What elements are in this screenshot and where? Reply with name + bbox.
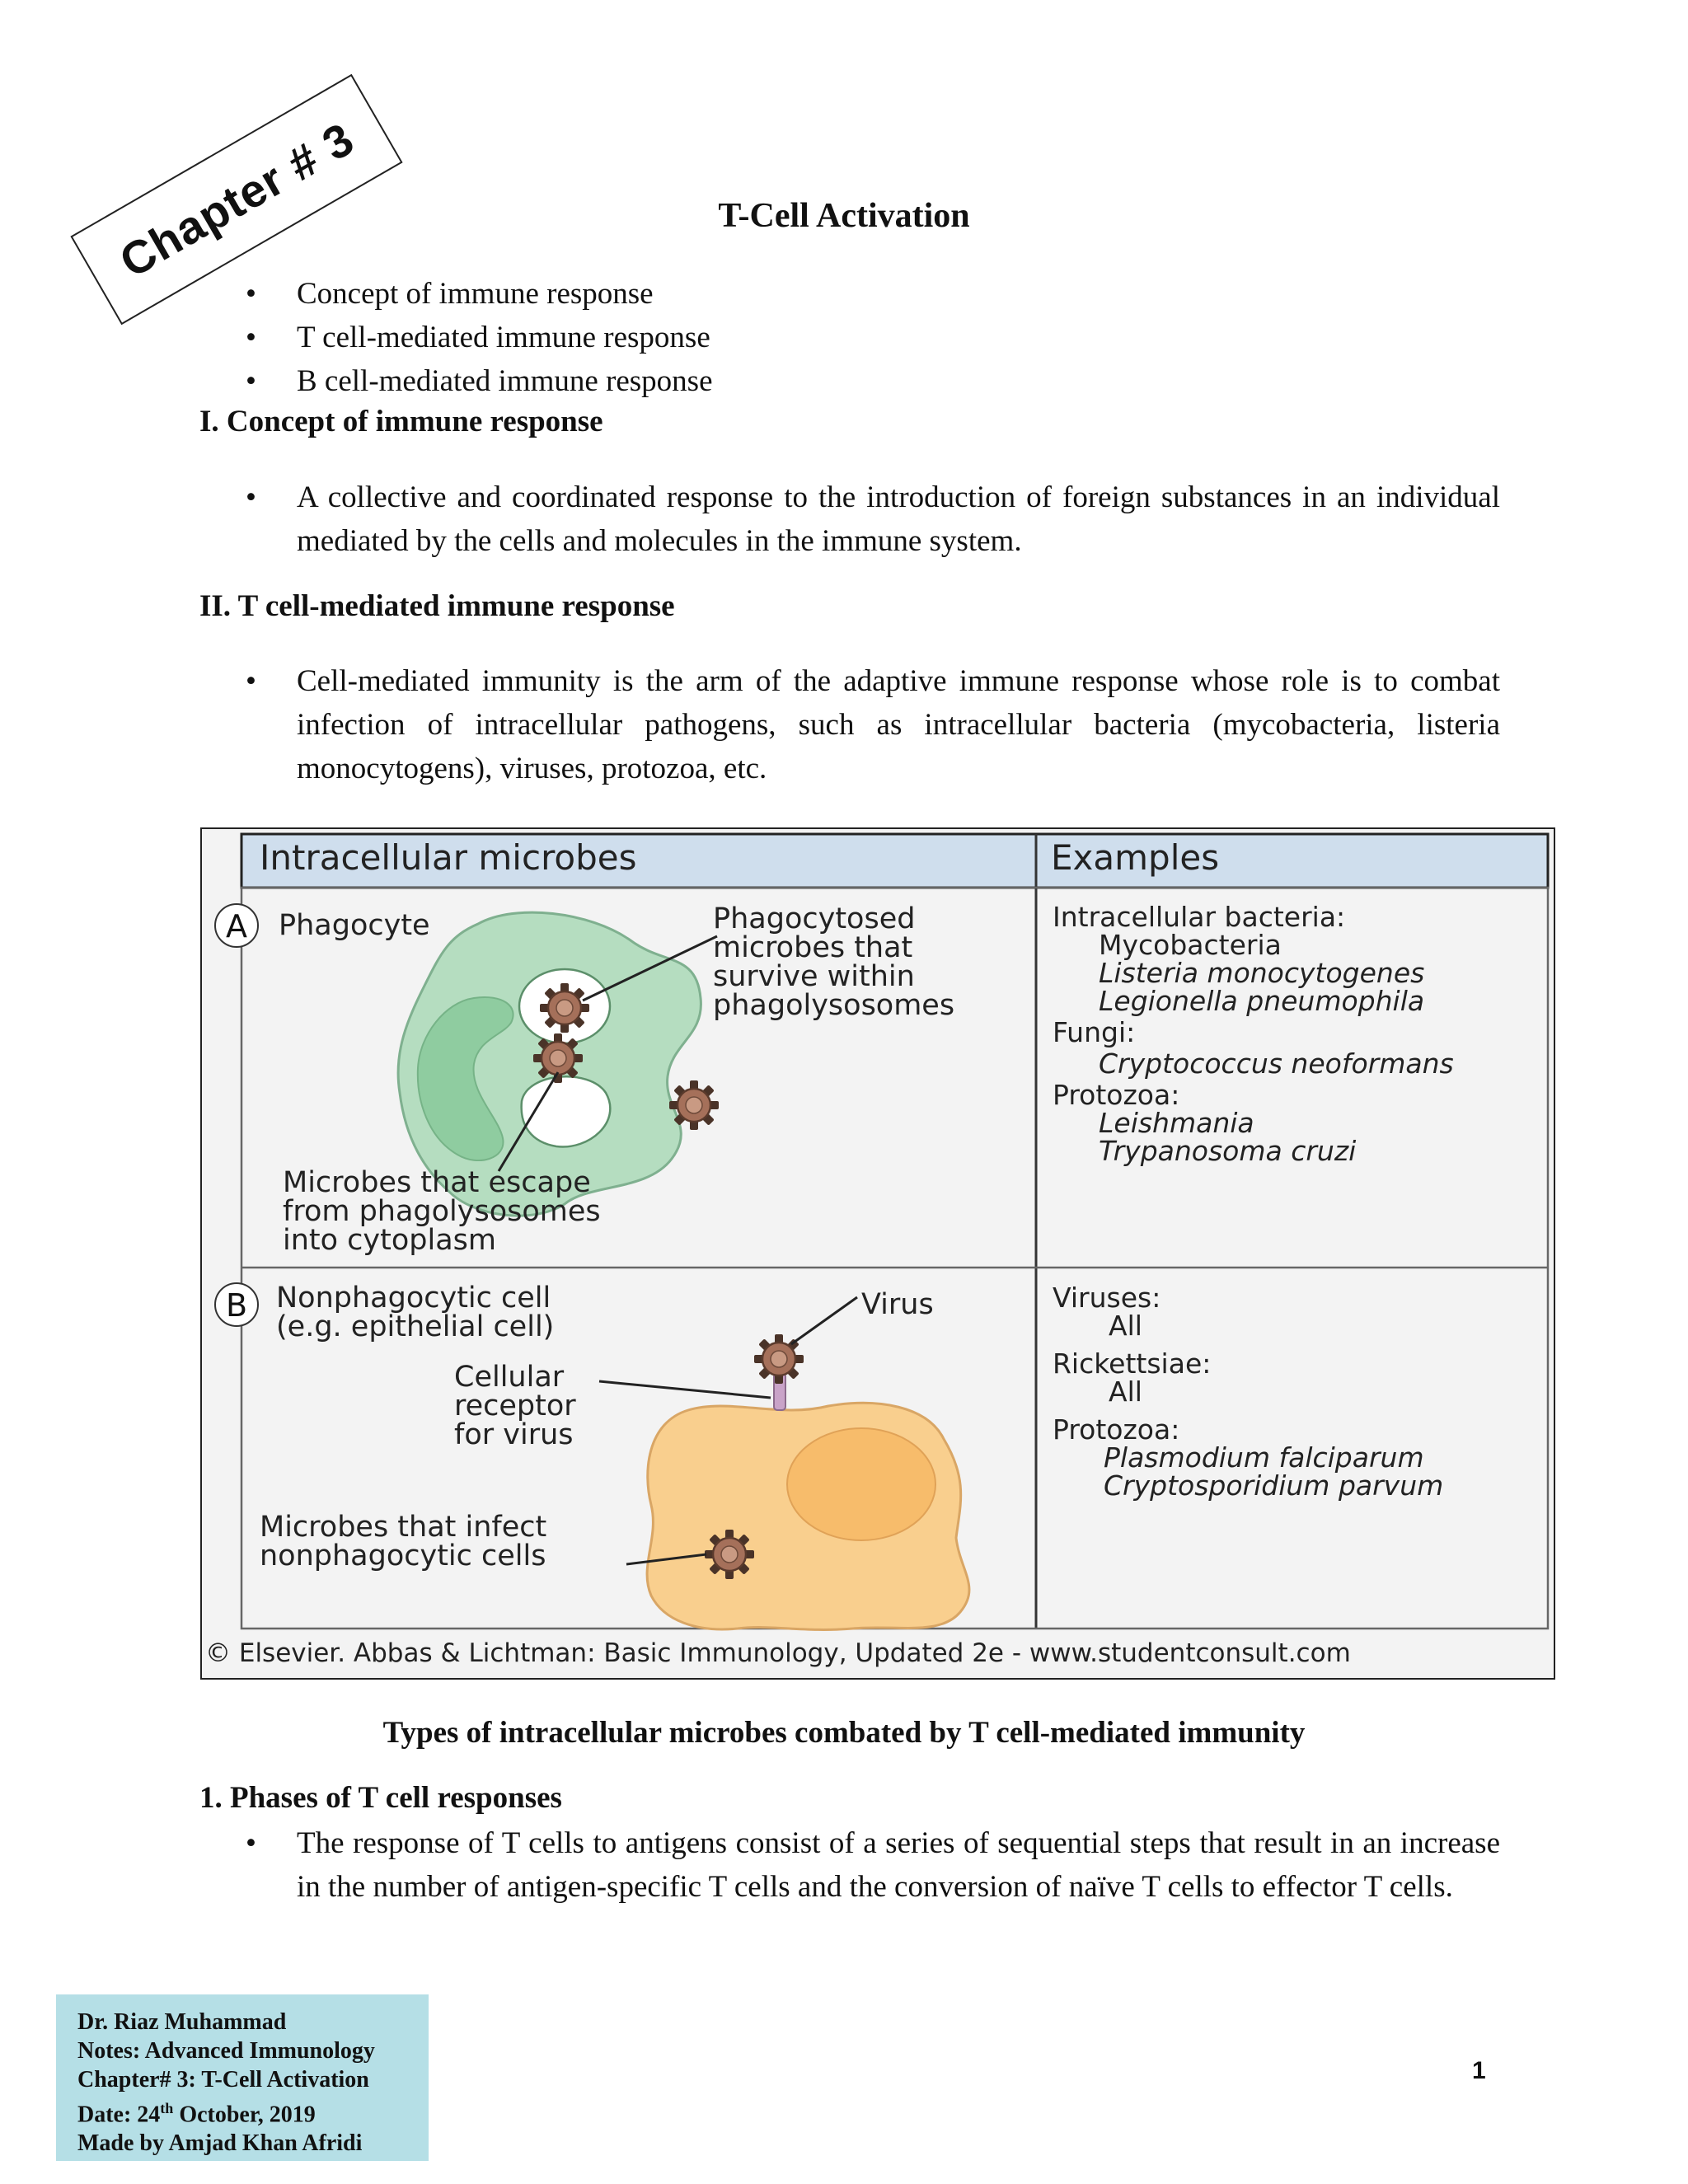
section-heading-phases: 1. Phases of T cell responses [199,1781,562,1815]
footer-notes: Notes: Advanced Immunology [77,2038,375,2064]
virus-label: Virus [861,1288,934,1321]
footer-date: Date: 24th October, 2019 [77,2100,316,2128]
outline-item: • T cell-mediated immune response [246,321,710,354]
panel-a-examples: Intracellular bacteria: Mycobacteria Listeria monocytogenes Legionella pneumophila Fungi: Cryptococcus neoformans Protozoa: Leishmania Trypanosoma cruzi [1053,901,1454,1167]
section-concept-bullets [239,476,1500,563]
phagocytosed-callout: Phagocytosed microbes that survive within phagolysosomes [713,902,955,1022]
nonphagocytic-label: Nonphagocytic cell (e.g. epithelial cell) [276,1282,555,1343]
section-heading-t-cell: II. T cell-mediated immune response [199,589,675,623]
footer-info-box [56,1994,429,2161]
panel-b-examples: Viruses: All Rickettsiae: All Protozoa: Plasmodium falciparum Cryptosporidium parvum [1053,1282,1444,1502]
outline-item: • Concept of immune response [246,277,654,311]
figure-credit: © Elsevier. Abbas & Lichtman: Basic Immunology, Updated 2e - www.studentconsult.com [205,1638,1351,1668]
infect-callout: Microbes that infect nonphagocytic cells [260,1511,547,1572]
footer-made-by: Made by Amjad Khan Afridi [77,2130,363,2157]
figure-header-right: Examples [1051,837,1220,878]
panel-a-marker: A [214,903,259,948]
footer-chapter: Chapter# 3: T-Cell Activation [77,2067,369,2093]
bullet-item: • Cell-mediated immunity is the arm of the adaptive immune response whose role is to combat infection of intracellular pathogens, such as intracellular bacteria (mycobacteria, listeria monocytogens), viruses, protozoa, etc. [246,664,1500,785]
outline-list [239,272,1500,403]
chapter-stamp: Chapter # 3 [70,74,402,325]
phagocyte-label: Phagocyte [279,909,430,942]
bullet-item: • A collective and coordinated response to the introduction of foreign substances in an individual mediated by the cells and molecules in the immune system. [246,480,1500,558]
intracellular-microbes-figure [200,827,1555,1680]
bullet-item: • The response of T cells to antigens consist of a series of sequential steps that result in an increase in the number of antigen-specific T cells and the conversion of naïve T cells to effector T cells. [246,1826,1500,1904]
panel-b-marker: B [214,1282,259,1327]
section-heading-concept: I. Concept of immune response [199,405,603,438]
receptor-callout: Cellular receptor for virus [454,1361,576,1451]
page-title: T-Cell Activation [718,197,970,235]
page-number: 1 [1472,2057,1486,2084]
footer-author: Dr. Riaz Muhammad [77,2009,287,2035]
section-t-cell-bullets [239,659,1500,790]
figure-caption: Types of intracellular microbes combated by T cell-mediated immunity [382,1716,1306,1750]
section-phases-bullets [239,1821,1500,1909]
escape-callout: Microbes that escape from phagolysosomes into cytoplasm [283,1166,601,1257]
epithelial-nucleus [787,1428,935,1540]
figure-header-left: Intracellular microbes [260,837,637,878]
outline-item: • B cell-mediated immune response [246,364,713,398]
